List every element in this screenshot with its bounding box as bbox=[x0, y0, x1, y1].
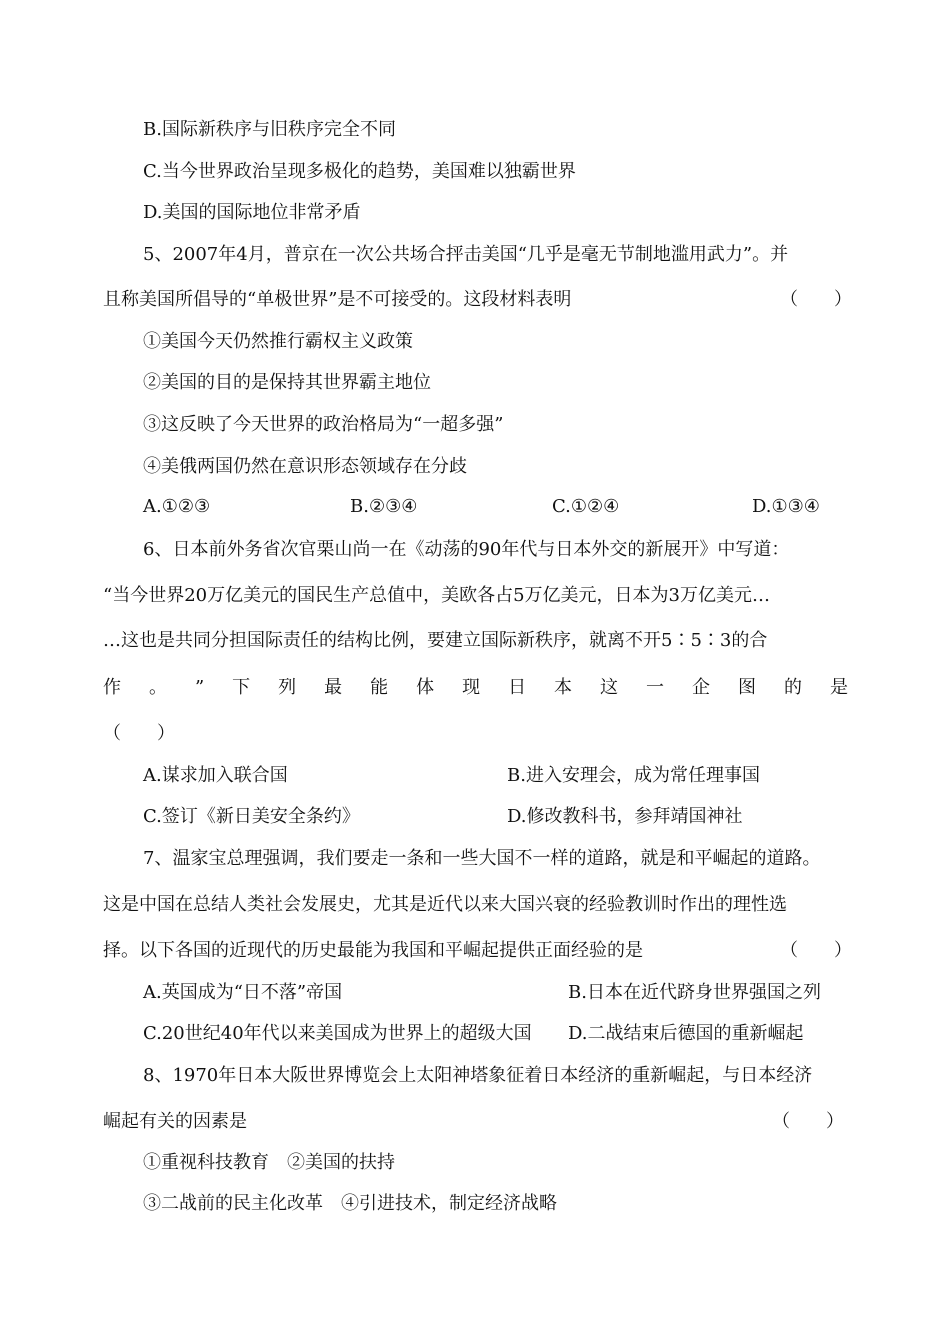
q7-option-a: A.英国成为“日不落”帝国 bbox=[143, 982, 343, 1003]
q5-stem-line1: 5、2007年4月，普京在一次公共场合抨击美国“几乎是毫无节制地滥用武力”。并 bbox=[143, 244, 789, 265]
q6-stem-line4 bbox=[103, 676, 848, 700]
q4-option-b: B.国际新秩序与旧秩序完全不同 bbox=[143, 119, 396, 140]
q6-option-c: C.签订《新日美安全条约》 bbox=[143, 806, 360, 827]
q5-stem-line2: 且称美国所倡导的“单极世界”是不可接受的。这段材料表明 bbox=[103, 289, 572, 310]
q6-char: 一 bbox=[646, 677, 665, 698]
q8-answer-paren: （ ） bbox=[772, 1111, 844, 1132]
q7-options-row2 bbox=[0, 1022, 950, 1046]
q6-char: 作 bbox=[103, 677, 121, 698]
q4-option-d: D.美国的国际地位非常矛盾 bbox=[143, 202, 361, 223]
q7-option-c: C.20世纪40年代以来美国成为世界上的超级大国 bbox=[143, 1023, 532, 1044]
q8-items-line2: ③二战前的民主化改革 ④引进技术，制定经济战略 bbox=[143, 1193, 557, 1214]
q6-char: ” bbox=[194, 677, 205, 698]
q6-char: 列 bbox=[278, 677, 297, 698]
q6-option-d: D.修改教科书，参拜靖国神社 bbox=[507, 806, 743, 827]
q6-char: 这 bbox=[600, 677, 619, 698]
q6-char: 企 bbox=[692, 677, 710, 698]
q5-option-b: B.②③④ bbox=[350, 496, 418, 517]
q5-answer-paren: （ ） bbox=[780, 289, 852, 310]
q6-char: 下 bbox=[232, 677, 251, 698]
q7-stem-line3: 择。以下各国的近现代的历史最能为我国和平崛起提供正面经验的是 bbox=[103, 940, 643, 961]
q7-stem-line2: 这是中国在总结人类社会发展史，尤其是近代以来大国兴衰的经验教训时作出的理性选 bbox=[103, 894, 787, 915]
q6-char: 本 bbox=[554, 677, 573, 698]
q5-item-4: ④美俄两国仍然在意识形态领域存在分歧 bbox=[143, 456, 467, 477]
q6-char: 日 bbox=[508, 677, 527, 698]
q4-option-c: C.当今世界政治呈现多极化的趋势，美国难以独霸世界 bbox=[143, 161, 576, 182]
q8-stem-line1: 8、1970年日本大阪世界博览会上太阳神塔象征着日本经济的重新崛起，与日本经济 bbox=[143, 1065, 813, 1086]
q6-answer-paren: （ ） bbox=[103, 723, 175, 744]
q6-char: 能 bbox=[370, 677, 389, 698]
q5-option-c: C.①②④ bbox=[552, 496, 620, 517]
q8-items-line1: ①重视科技教育 ②美国的扶持 bbox=[143, 1152, 395, 1173]
q5-item-1: ①美国今天仍然推行霸权主义政策 bbox=[143, 331, 413, 352]
q6-option-a: A.谋求加入联合国 bbox=[143, 765, 288, 786]
q6-char: 是 bbox=[829, 677, 848, 698]
q5-item-3: ③这反映了今天世界的政治格局为“一超多强” bbox=[143, 414, 504, 435]
q7-options-row1 bbox=[0, 981, 950, 1005]
q6-option-b: B.进入安理会，成为常任理事国 bbox=[507, 765, 760, 786]
q5-item-2: ②美国的目的是保持其世界霸主地位 bbox=[143, 372, 431, 393]
q6-stem-line2: “当今世界20万亿美元的国民生产总值中，美欧各占5万亿美元，日本为3万亿美元… bbox=[103, 585, 771, 606]
q7-answer-paren: （ ） bbox=[780, 940, 852, 961]
q6-char: 的 bbox=[783, 677, 802, 698]
q5-option-d: D.①③④ bbox=[752, 496, 820, 517]
q6-char: 图 bbox=[737, 677, 756, 698]
q6-char: 体 bbox=[416, 677, 435, 698]
q6-stem-line1: 6、日本前外务省次官栗山尚一在《动荡的90年代与日本外交的新展开》中写道： bbox=[143, 539, 790, 560]
q6-char: 最 bbox=[324, 677, 343, 698]
q5-option-a: A.①②③ bbox=[143, 496, 211, 517]
q7-stem-line1: 7、温家宝总理强调，我们要走一条和一些大国不一样的道路，就是和平崛起的道路。 bbox=[143, 848, 821, 869]
q6-options-row2 bbox=[0, 805, 950, 829]
q7-option-b: B.日本在近代跻身世界强国之列 bbox=[568, 982, 821, 1003]
q7-option-d: D.二战结束后德国的重新崛起 bbox=[568, 1023, 804, 1044]
q6-char: 现 bbox=[462, 677, 481, 698]
q5-options bbox=[0, 495, 950, 519]
q6-stem-line3: …这也是共同分担国际责任的结构比例，要建立国际新秩序，就离不开5∶5∶3的合 bbox=[103, 630, 768, 651]
q6-options-row1 bbox=[0, 764, 950, 788]
q8-stem-line2: 崛起有关的因素是 bbox=[103, 1111, 247, 1132]
q6-char: 。 bbox=[148, 677, 167, 698]
